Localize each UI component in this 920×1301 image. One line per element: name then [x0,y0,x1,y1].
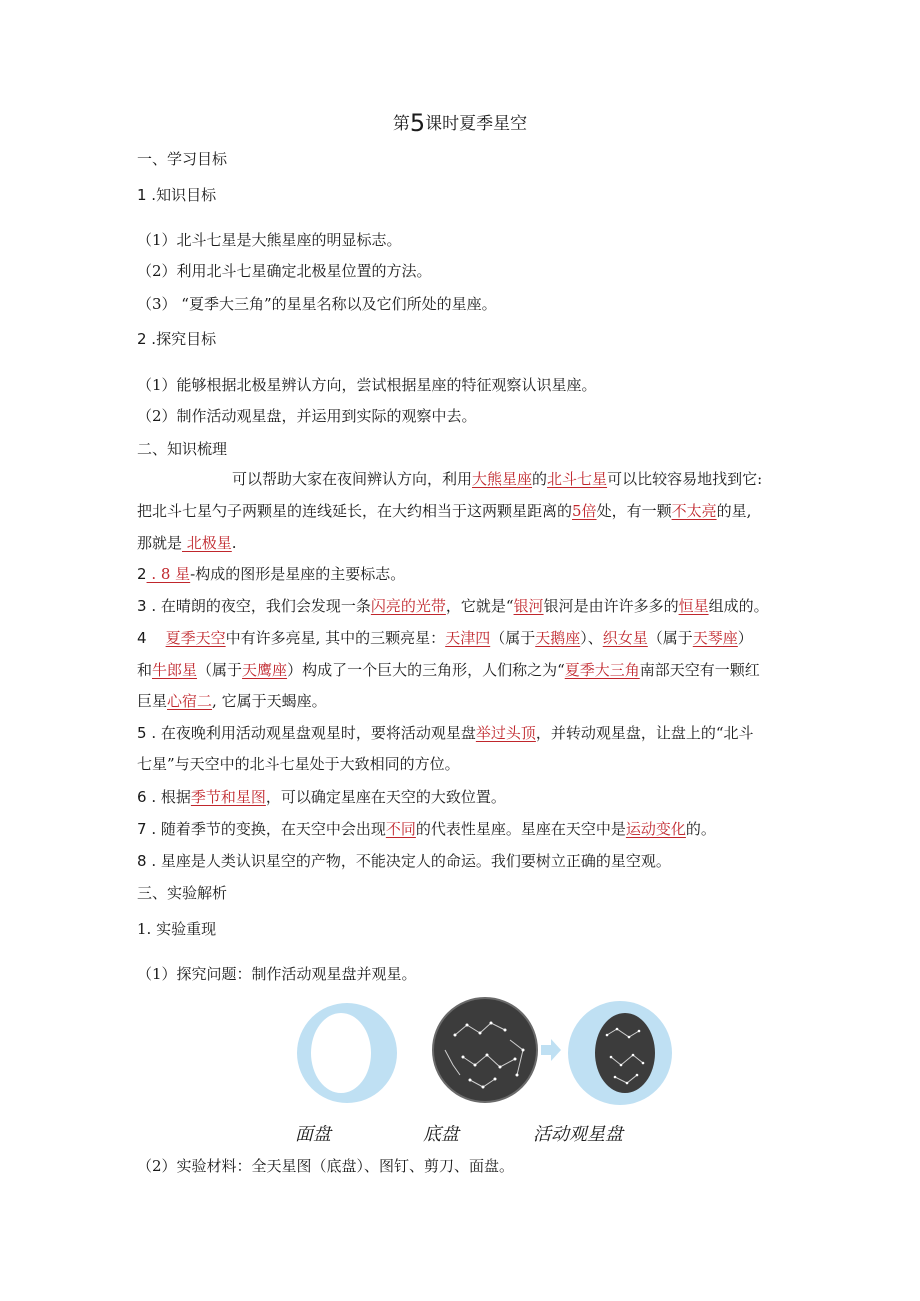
item-2: 2 . 8 星-构成的图形是星座的主要标志。 [137,565,406,583]
item-8: 8 . 星座是人类认识星空的产物，不能决定人的命运。我们要树立正确的星空观。 [137,852,671,870]
caption-planisphere: 活动观星盘 [533,1124,623,1145]
item-4: 4 夏季天空中有许多亮星, 其中的三颗亮星：天津四（属于天鹅座）、织女星（属于天琴座） [137,629,753,647]
knowledge-goal-1: （1）北斗七星是大熊星座的明显标志。 [137,231,402,249]
experiment-subheading: 1. 实验重现 [137,920,217,938]
item-3: 3 . 在晴朗的夜空，我们会发现一条闪亮的光带，它就是“银河银河是由许许多多的恒星组成的。 [137,597,769,615]
star-disk-figure [295,995,675,1115]
knowledge-goal-2: （2）利用北斗七星确定北极星位置的方法。 [137,262,432,280]
section-2-heading: 二、知识梳理 [137,440,228,458]
experiment-question: （1）探究问题：制作活动观星盘并观星。 [137,965,417,983]
knowledge-goal-3: （3） “夏季大三角”的星星名称以及它们所处的星座。 [137,295,497,313]
page-title: 第5课时夏季星空 [392,109,528,137]
experiment-materials: （2）实验材料：全天星图（底盘）、图钉、剪刀、面盘。 [137,1157,515,1175]
caption-face-disk: 面盘 [295,1124,331,1145]
inquiry-goal-heading: 2 .探究目标 [137,330,217,348]
section-1-heading: 一、学习目标 [137,150,228,168]
item-5-line-2: 七星”与天空中的北斗七星处于大致相同的方位。 [137,755,460,773]
item-4-line-2: 和牛郎星（属于天鹰座）构成了一个巨大的三角形，人们称之为“夏季大三角南部天空有一颗红 [137,661,760,679]
face-disk-icon [297,1003,397,1103]
arrow-icon [541,1039,561,1061]
star-chart-disk-icon [433,998,537,1102]
para-2: 把北斗七星勺子两颗星的连线延长，在大约相当于这两颗星距离的5倍处，有一颗不太亮的星, [137,502,752,520]
item-4-line-3: 巨星心宿二, 它属于天蝎座。 [137,692,327,710]
inquiry-goal-2: （2）制作活动观星盘，并运用到实际的观察中去。 [137,407,477,425]
para-1: 可以帮助大家在夜间辨认方向，利用大熊星座的北斗七星可以比较容易地找到它: [232,470,763,488]
item-6: 6 . 根据季节和星图，可以确定星座在天空的大致位置。 [137,788,506,806]
section-3-heading: 三、实验解析 [137,884,228,902]
knowledge-goal-heading: 1 .知识目标 [137,186,217,204]
caption-star-chart: 底盘 [423,1124,459,1145]
inquiry-goal-1: （1）能够根据北极星辨认方向，尝试根据星座的特征观察认识星座。 [137,376,597,394]
planisphere-icon [568,1001,672,1105]
item-5: 5 . 在夜晚利用活动观星盘观星时，要将活动观星盘举过头顶，并转动观星盘，让盘上的“北斗 [137,724,754,742]
para-3: 那就是 北极星. [137,534,237,552]
item-7: 7 . 随着季节的变换，在天空中会出现不同的代表性星座。星座在天空中是运动变化的。 [137,820,716,838]
